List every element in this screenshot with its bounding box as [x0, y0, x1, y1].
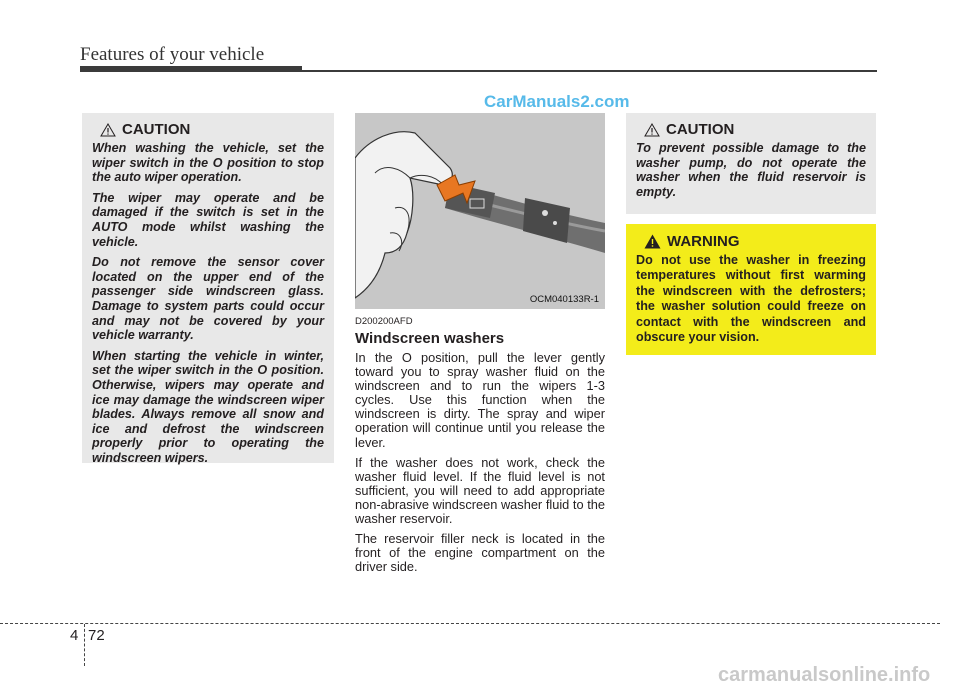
section-body [355, 351, 605, 580]
warning-paragraph: Do not use the washer in freezing temperatures without first warming the windscreen with the defrosters; the washer solution could freeze on contact with the windscreen and obscure your vision. [636, 253, 866, 345]
caution-heading [100, 121, 324, 138]
body-paragraph: If the washer does not work, check the washer fluid level. If the fluid level is not sufficient, you will need to add appropriate non-abrasive windscreen washer fluid to the washer reservoir. [355, 454, 605, 527]
warning-heading [644, 233, 866, 250]
page-header-title: Features of your vehicle [80, 44, 265, 65]
caution-paragraph: To prevent possible damage to the washer pump, do not operate the washer when the fluid reservoir is empty. [636, 141, 866, 199]
figure-caption: OCM040133R-1 [529, 294, 599, 305]
caution-box-left [82, 113, 334, 463]
caution-heading [644, 121, 866, 138]
footer-rule [0, 623, 940, 624]
section-title: Windscreen washers [355, 330, 505, 347]
caution-paragraph: The wiper may operate and be damaged if the switch is set in the AUTO mode whilst washing the vehicle. [92, 190, 324, 249]
footer-divider [84, 624, 85, 666]
caution-heading-label: CAUTION [666, 121, 735, 138]
section-code: D200200AFD [355, 316, 413, 327]
caution-paragraph: When washing the vehicle, set the wiper switch in the O position to stop the auto wiper operation. [92, 141, 324, 185]
chapter-number: 4 [70, 627, 79, 644]
caution-paragraph: When starting the vehicle in winter, set the wiper switch in the O position. Otherwise, wipers may operate and ice may damage the windscreen wiper blades. Always remove all snow and ice and defrost the windscreen properly prior to operating the windscreen wipers. [92, 348, 324, 465]
caution-heading-label: CAUTION [122, 121, 191, 138]
header-bar [80, 66, 302, 72]
wiper-lever-figure [355, 113, 605, 309]
warning-triangle-icon [644, 234, 661, 249]
header-rule [302, 70, 877, 72]
watermark-top: CarManuals2.com [484, 92, 630, 111]
body-paragraph: The reservoir filler neck is located in the front of the engine compartment on the driver side. [355, 531, 605, 575]
watermark-bottom: carmanualsonline.info [718, 664, 931, 686]
body-paragraph: In the O position, pull the lever gently toward you to spray washer fluid on the windscreen and to run the wipers 1-3 cycles. Use this function when the windscreen is dirty. The spray and wiper operation will continue until you release the lever. [355, 350, 605, 450]
wiper-lever-illustration [355, 113, 605, 309]
page-number: 72 [88, 627, 105, 644]
warning-triangle-icon [100, 123, 116, 137]
warning-heading-label: WARNING [667, 233, 740, 250]
caution-box-right [626, 113, 876, 214]
warning-box [626, 224, 876, 355]
caution-paragraph: Do not remove the sensor cover located on the upper end of the passenger side windscreen glass. Damage to system parts could occur and may not be covered by your vehicle warranty. [92, 255, 324, 343]
warning-triangle-icon [644, 123, 660, 137]
